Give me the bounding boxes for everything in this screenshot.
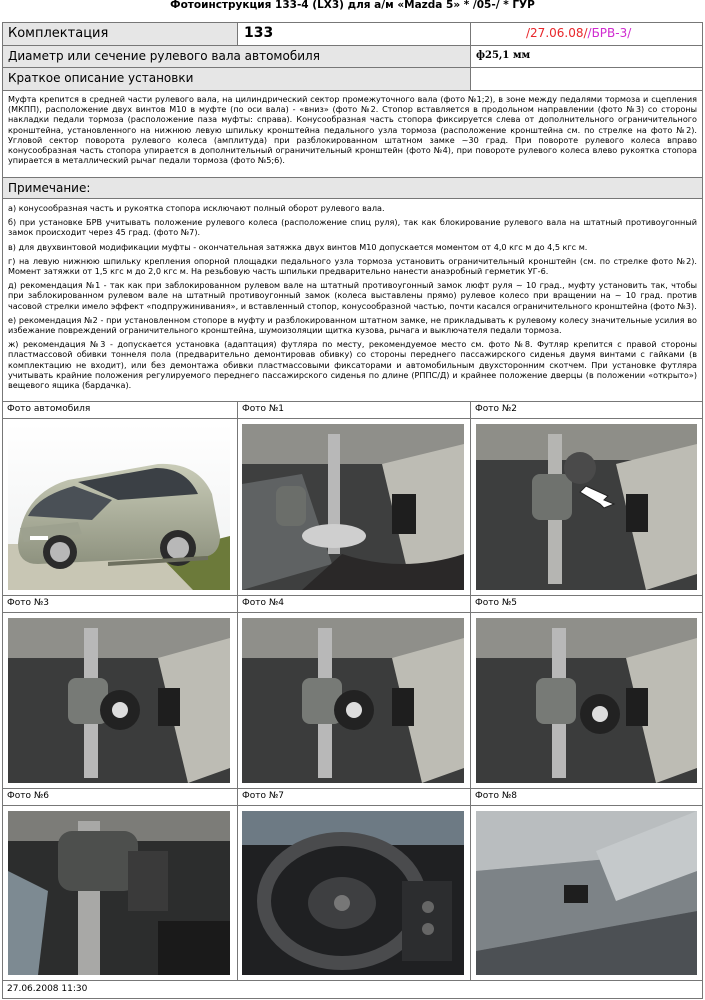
photo-5-image (476, 618, 697, 783)
notes-label-cell (2, 177, 703, 199)
photo-2-image (476, 424, 697, 590)
description-text: Муфта крепится в средней части рулевого вала, на цилиндрический сектор промежуточного вала (фото №1;2), в зоне между педалями тормоза и сцепления (МКПП), расположение двух винтов М10 в муфте (по оси вала) - «вниз» (фото №2. Стопор вставляется в продольном направлении (фото №3) со стороны накладки педали тормоза (расположение паза муфты: справа). Конусообразная часть стопора фиксируется слева от дополнительного ограничительного кронштейна, установленного на нижнюю левую шпильку кронштейна педального узла тормоза (расположение кронштейна см. по стрелке на фото №2). Угловой сектор поворота рулевого колеса (амплитуда) при разблокированном штатном замке ~30 град. При повороте рулевого колеса вправо конусообразная часть стопора упирается в дополнительный ограничительный кронштейн (фото №4), при повороте рулевого колеса влево рукоятка стопора упирается в металлический рычаг педали тормоза (фото №5;6). (2, 90, 703, 178)
photo-6-image (8, 811, 230, 975)
kit-date-cell (470, 22, 703, 46)
photo-4-image (242, 618, 464, 783)
kit-value: 133 (244, 25, 274, 41)
photo-label-8: Фото №8 (470, 788, 703, 806)
notes-block (2, 198, 703, 402)
kit-label: Комплектация (8, 26, 109, 41)
photo-label-5: Фото №5 (470, 595, 703, 613)
kit-date: /27.06.08/ (526, 26, 588, 40)
photo-label-7: Фото №7 (237, 788, 471, 806)
photo-label-4: Фото №4 (237, 595, 471, 613)
photo-8-image (476, 811, 697, 975)
photo-label-3: Фото №3 (2, 595, 238, 613)
photo-label-1: Фото №1 (237, 401, 471, 419)
photo-label-6: Фото №6 (2, 788, 238, 806)
note-a: а) конусообразная часть и рукоятка стопора исключают полный оборот рулевого вала. (8, 203, 385, 213)
diameter-label: Диаметр или сечение рулевого вала автомобиля (8, 49, 320, 63)
description-label-cell (2, 67, 471, 91)
photo-7-image (242, 811, 464, 975)
note-d: г) на левую нижнюю шпильку крепления опорной площадки педального узла тормоза установить ограничительный кронштейн (см. по стрелке фото №2). Момент затяжки от 1,5 кгс м до 2,0 кгс м. На резьбовую часть шпильки предварительно нанести анаэробный герметик УГ-6. (8, 255, 697, 277)
photo-label-car: Фото автомобиля (2, 401, 238, 419)
description-label: Краткое описание установки (8, 71, 194, 85)
footer-timestamp: 27.06.2008 11:30 (7, 984, 88, 994)
photo-3-image (8, 618, 230, 783)
note-e: д) рекомендация №1 - так как при заблокированном рулевом вале на штатный противоугонный замок люфт руля ~ 10 град., муфту установить так, чтобы при заблокированном рулевом вале на штатный противоугонный замок (колеса выставлены прямо) рулевое колесо при вращении на ~ 10 град. против часовой стрелки имело эффект «подпружинивания», и вставленный стопор, конусообразной частью, почти касался ограничительного кронштейна (фото №3). (8, 280, 697, 311)
photo-label-2: Фото №2 (470, 401, 703, 419)
kit-label-cell (2, 22, 238, 46)
notes-label: Примечание: (8, 181, 91, 195)
description-label-empty (470, 67, 703, 91)
kit-code: /БРВ-3/ (587, 26, 632, 40)
footer-cell (2, 980, 703, 999)
diameter-value: ф25,1 мм (476, 50, 531, 61)
note-g: ж) рекомендация №3 - допускается установка (адаптация) футляра по месту, рекомендуемое место см. фото №8. Футляр крепится с правой стороны пластмассовой обивки тоннеля пола (предварительно демонтировав обивку) со стороны переднего пассажирского сиденья двумя винтами с гайками (в комплектацию не входит), или без демонтажа обивки пластмассовыми фиксаторами и автомобильным двухсторонним скотчем. При установке футляра учитывать крайние положения регулируемого переднего пассажирского сиденья по длине (РППС/Д) и крайнее положение дверцы (в положении «открыто») вещевого ящика (бардачка). (8, 339, 697, 391)
diameter-label-cell (2, 45, 471, 68)
document-title: Фотоинструкция 133-4 (LX3) для а/м «Mazda 5» * /05-/ * ГУР (170, 0, 535, 11)
photo-1-image (242, 424, 464, 590)
note-c: в) для двухвинтовой модификации муфты - окончательная затяжка двух винтов М10 допускается моментом от 4,0 кгс м до 4,5 кгс м. (8, 241, 588, 252)
diameter-value-cell (470, 45, 703, 68)
car-photo (8, 424, 230, 590)
note-f: е) рекомендация №2 - при установленном стопоре в муфту и разблокированном штатном замке, не прикладывать к рулевому колесу значительные усилия во избежание повреждений ограничительного кронштейна, шумоизоляции щитка кузова, рычага и выключателя педали тормоза. (8, 314, 697, 336)
note-b: б) при установке БРВ учитывать положение рулевого колеса (расположение спиц руля), так как блокирование рулевого вала на штатный противоугонный замок происходит через 45 град. (фото №7). (8, 217, 697, 238)
kit-value-cell (237, 22, 471, 46)
